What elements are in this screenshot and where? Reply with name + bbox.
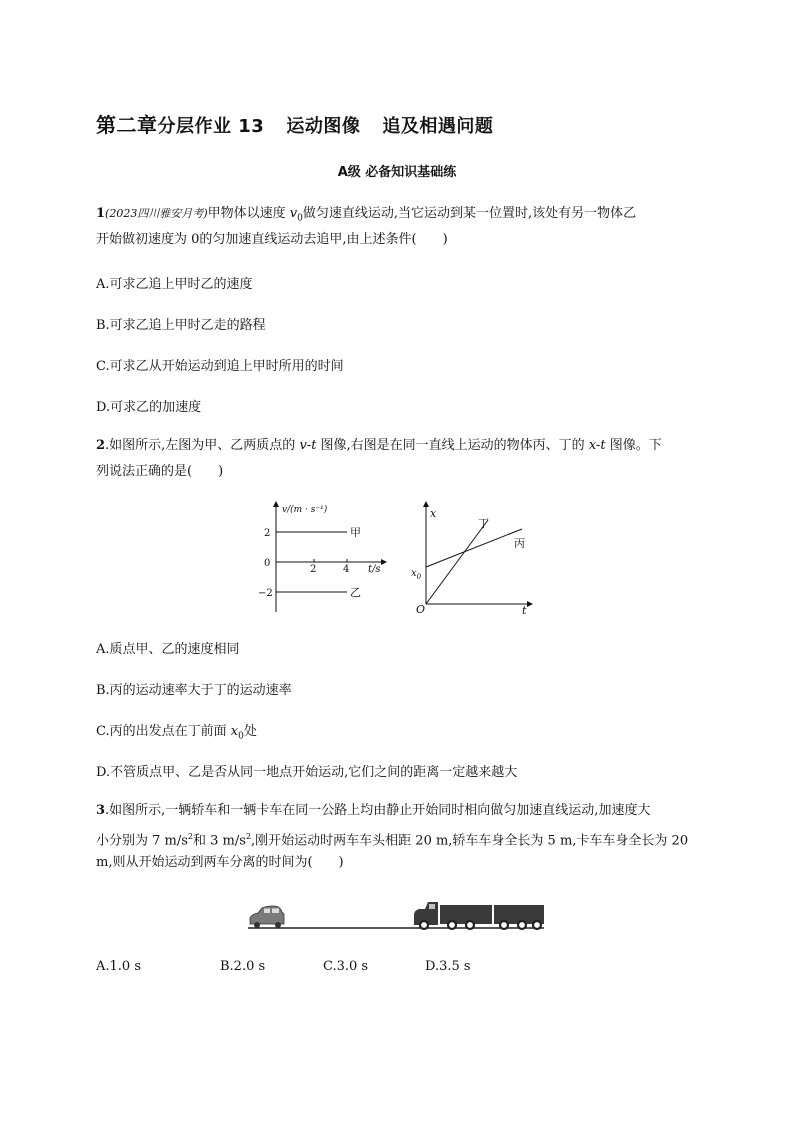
q2-line2: 列说法正确的是( )	[96, 464, 224, 479]
vt-xlabel: t/s	[368, 564, 381, 575]
vt-ytick-neg2: −2	[258, 588, 273, 599]
vt-ytick-0: 0	[264, 558, 271, 569]
level-heading: A级 必备知识基础练	[337, 165, 457, 180]
xt-line-bing	[426, 529, 522, 567]
q1-line2: 开始做初速度为 0的匀加速直线运动去追甲,由上述条件( )	[96, 232, 448, 247]
car-icon	[250, 906, 284, 928]
xt-ylabel: x	[430, 507, 437, 520]
q2-number: 2	[96, 438, 106, 453]
q2-xt: x-t	[588, 438, 606, 453]
q1-text-a: 甲物体以速度	[207, 206, 290, 221]
q2-option-c: C.丙的出发点在丁前面 $x_0$处	[96, 724, 257, 742]
q3-option-b: B.2.0 s	[220, 959, 266, 974]
xt-xlabel: t	[522, 604, 527, 616]
q1-v: v	[289, 206, 298, 221]
q1-v-sub: 0	[297, 213, 303, 224]
q2-option-a: A.质点甲、乙的速度相同	[96, 642, 240, 657]
truck-icon	[414, 902, 544, 929]
assignment-label: 分层作业 13	[157, 116, 265, 137]
q3-number: 3	[96, 803, 106, 818]
q2-text-b: 图像,右图是在同一直线上运动的物体丙、丁的	[316, 438, 589, 453]
q1-option-a: A.可求乙追上甲时乙的速度	[96, 277, 253, 292]
q1-source: (2023四川雅安月考)	[105, 207, 208, 220]
vt-xtick-4: 4	[343, 564, 350, 575]
vt-graph	[256, 498, 396, 616]
q1-option-c: C.可求乙从开始运动到追上甲时所用的时间	[96, 359, 344, 374]
vt-label-jia: 甲	[350, 526, 361, 539]
q2-line1	[96, 437, 662, 455]
page-title	[96, 109, 493, 138]
xt-label-ding: 丁	[478, 517, 489, 530]
q1-text-b: 做匀速直线运动,当它运动到某一位置时,该处有另一物体乙	[302, 206, 637, 221]
xt-line-ding	[426, 520, 488, 604]
q1-line1	[96, 205, 636, 228]
vt-xtick-2: 2	[310, 564, 317, 575]
q1-number: 1	[96, 206, 106, 221]
vt-ytick-2: 2	[264, 528, 271, 539]
xt-x0: $x_0$	[411, 568, 422, 581]
q3-line3: m,则从开始运动到两车分离的时间为( )	[96, 855, 344, 870]
topic2-label: 追及相遇问题	[382, 116, 494, 137]
q3-line1: 3.如图所示,一辆轿车和一辆卡车在同一公路上均由静止开始同时相向做匀加速直线运动,加速度大	[96, 803, 651, 818]
q3-line2: 小分别为 7 $m/s^2$和 3 $m/s^2$,刚开始运动时两车车头相距 20 m,轿车车身全长为 5 m,卡车车身全长为 20	[96, 832, 689, 849]
q3-option-a: A.1.0 s	[96, 959, 141, 974]
chapter-label: 第二章	[96, 113, 158, 137]
q1-option-d: D.可求乙的加速度	[96, 400, 202, 415]
topic1-label: 运动图像	[286, 116, 361, 137]
vt-label-yi: 乙	[350, 586, 361, 599]
q3-option-d: D.3.5 s	[425, 959, 471, 974]
xt-label-bing: 丙	[514, 537, 525, 550]
q2-text-a: .如图所示,左图为甲、乙两质点的	[105, 438, 300, 453]
q2-option-b: B.丙的运动速率大于丁的运动速率	[96, 683, 292, 698]
q1-option-b: B.可求乙追上甲时乙走的路程	[96, 318, 266, 333]
xt-graph	[410, 500, 536, 616]
xt-origin: O	[416, 603, 426, 616]
q2-text-c: 图像。下	[605, 438, 662, 453]
q2-vt: v-t	[299, 438, 317, 453]
q2-option-d: D.不管质点甲、乙是否从同一地点开始运动,它们之间的距离一定越来越大	[96, 765, 518, 780]
q3-option-c: C.3.0 s	[323, 959, 369, 974]
car-truck-illustration	[244, 897, 546, 933]
vt-ylabel: v/(m · s⁻¹)	[282, 505, 328, 515]
